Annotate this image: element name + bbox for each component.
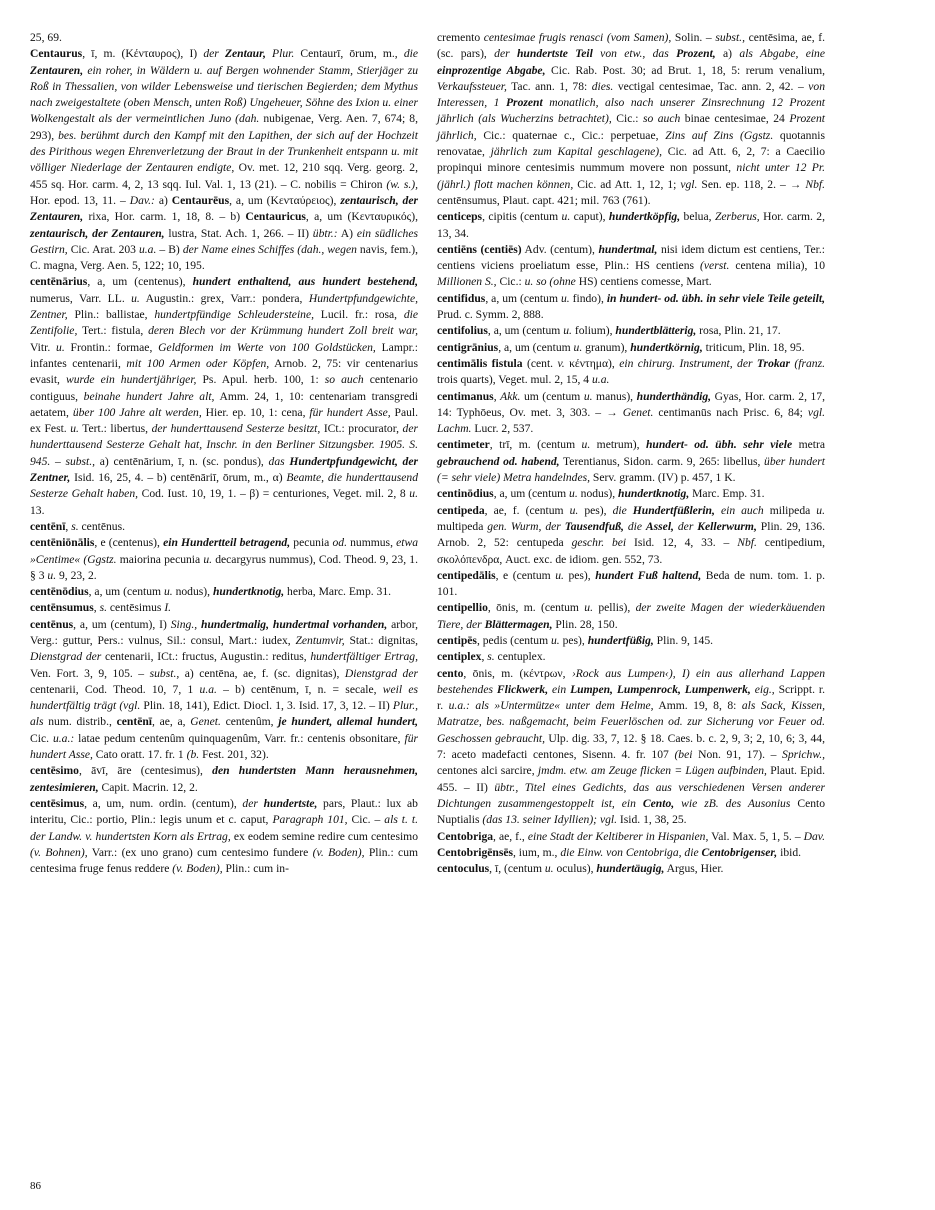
dictionary-entry: centinōdius, a, um (centum u. nodus), hundertknotig, Marc. Emp. 31. — [437, 487, 765, 501]
dictionary-entry: 25, 69. — [30, 31, 62, 44]
page-number: 86 — [30, 1180, 41, 1192]
dictionary-entry: centēniōnālis, e (centenus), ein Hundertteil betragend, pecunia od. nummus, etwa »Centime« (Ggstz. maiorina pecunia u. decargyrus nummus), Cod. Theod. 9, 23, 1. § 3 u. 9, 23, 2. — [30, 536, 419, 582]
dictionary-entry: centēnōdius, a, um (centum u. nodus), hundertknotig, herba, Marc. Emp. 31. — [30, 585, 392, 599]
dictionary-entry: centimālis fistula (cent. v. κέντημα), ein chirurg. Instrument, der Trokar (franz. trois quarts), Veget. mul. 2, 15, 4 u.a. — [437, 356, 826, 387]
dictionary-entry: cento, ōnis, m. (κέντρων, ›Rock aus Lumpen‹), I) ein aus allerhand Lappen bestehendes Flickwerk, ein Lumpen, Lumpenrock, Lumpenwerk, eig., Scrippt. r. r. u.a.: als »Untermütze« unter dem Helme, Amm. 19, 8, 8: als Sack, Kissen, Matratze, bes. naßgemacht, beim Feuerlöschen od. zur Sicherung vor Feuer od. Geschossen gebraucht, Ulp. dig. 33, 7, 12. § 18. Caes. b. c. 2, 9, 3; 2, 10, 6; 3, 44, 7: aceto madefacti centones, Sisenn. 4. fr. 107 (bei Non. 91, 17). – Sprichw., centones alci sarcire, jmdm. etw. am Zeuge flicken = Lügen aufbinden, Plaut. Epid. 455. – II) übtr., Titel eines Gedichts, das aus verschiedenen Versen anderer Dichtungen zusammengestoppelt ist, ein Cento, wie zB. des Ausonius Cento Nuptialis (das 13. seiner Idyllien); vgl. Isid. 1, 38, 25. — [437, 666, 826, 827]
dictionary-entry: centipēs, pedis (centum u. pes), hundertfüßig, Plin. 9, 145. — [437, 633, 714, 647]
dictionary-entry: Centaurus, ī, m. (Κένταυρος), I) der Zentaur, Plur. Centaurī, ōrum, m., die Zentauren, ein roher, in Wäldern u. auf Bergen wohnender Stamm, Stierjäger zu Roß in Thessalien, von wilder Lebensweise und tierischen Begierden; dem Mythus nach zweigestaltete (oben Mensch, unten Roß) Ungeheuer, Söhne des Ixion u. einer Wolkengestalt als der vermeintlichen Juno (dah. nubigenae, Verg. Aen. 7, 674; 8, 293), bes. berühmt durch den Kampf mit den Lapithen, der sich auf der Hochzeit des Pirithous wegen Ehrenverletzung der Braut in der Trunkenheit entspann u. mit völliger Niederlage der Zentauren endigte, Ov. met. 12, 210 sqq. Verg. georg. 2, 455 sq. Hor. carm. 4, 2, 13 sqq. Iul. Val. 1, 13 (21). – C. nobilis = Chiron (w. s.), Hor. epod. 13, 11. – Dav.: a) Centaurēus, a, um (Κενταύρειος), zentaurisch, der Zentauren, rixa, Hor. carm. 1, 18, 8. – b) Centauricus, a, um (Κενταυρικός), zentaurisch, der Zentauren, lustra, Stat. Ach. 1, 266. – II) übtr.: A) ein südliches Gestirn, Cic. Arat. 203 u.a. – B) der Name eines Schiffes (dah., wegen navis, fem.), C. magna, Verg. Aen. 5, 122; 10, 195. — [30, 47, 419, 273]
dictionary-entry: centēnsumus, s. centēsimus I. — [30, 601, 172, 615]
dictionary-entry: centimanus, Akk. um (centum u. manus), hunderthändig, Gyas, Hor. carm. 2, 17, 14: Typhōeus, Ov. met. 3, 303. – → Genet. centimanūs nach Prisc. 6, 84; vgl. Lachm. Lucr. 2, 537. — [437, 389, 826, 436]
dictionary-entry: cremento centesimae frugis renasci (vom Samen), Solin. – subst., centēsima, ae, f. (sc. pars), der hundertste Teil von etw., das Prozent, a) als Abgabe, eine einprozentige Abgabe, Cic. Rab. Post. 30; ad Brut. 1, 18, 5: rerum venalium, Verkaufssteuer, Tac. ann. 1, 78: dies. vectigal centesimae, Tac. ann. 2, 42. – von Interessen, 1 Prozent monatlich, also nach unserer Zinsrechnung 12 Prozent jährlich (als Wucherzins betrachtet), Cic.: so auch binae centesimae, 24 Prozent jährlich, Cic.: quaternae c., Cic.: perpetuae, Zins auf Zins (Ggstz. quotannis renovatae, jährlich zum Kapital geschlagene), Cic. ad Att. 6, 2, 7: a Caecilio propinqui minore centesimis nummum movere non possunt, nicht unter 12 Pr. (jährl.) flott machen können, Cic. ad Att. 1, 12, 1; vgl. Sen. ep. 118, 2. – → Nbf. centēnsumus, Plaut. capt. 421; mil. 763 (761). — [437, 31, 826, 207]
dictionary-entry: centigrānius, a, um (centum u. granum), hundertkörnig, triticum, Plin. 18, 95. — [437, 340, 805, 354]
dictionary-entry: centēnus, a, um (centum), I) Sing., hundertmalig, hundertmal vorhanden, arbor, Verg.: guttur, Pers.: vulnus, Sil.: consul, Mart.: iudex, Zentumvir, Stat.: dignitas, Dienstgrad der centenarii, ICt.: fructus, Augustin.: reditus, hundertfältiger Ertrag, Ven. Fort. 3, 9, 105. – subst., a) centēna, ae, f. (sc. dignitas), Dienstgrad der centenarii, Cod. Theod. 10, 7, 1 u.a. – b) centēnum, ī, n. = secale, weil es hundertfältig trägt (vgl. Plin. 18, 141), Edict. Diocl. 1, 3. Isid. 17, 3, 12. – II) Plur., als num. distrib., centēnī, ae, a, Genet. centenûm, je hundert, allemal hundert, Cic. u.a.: latae pedum centenûm quinquagenûm, Varr. fr.: centenis obsonitare, für hundert Asse, Cato oratt. 17. fr. 1 (b. Fest. 201, 32). — [30, 617, 419, 762]
dictionary-entry: centipedālis, e (centum u. pes), hundert Fuß haltend, Beda de num. tom. 1. p. 101. — [437, 568, 825, 599]
dictionary-entry: centēsimus, a, um, num. ordin. (centum), der hundertste, pars, Plaut.: lux ab interitu, Cic.: portio, Plin.: legis unum et c. caput, Paragraph 101, Cic. – als t. t. der Landw. v. hundertsten Korn als Ertrag, ex eodem semine redire cum centesimo (v. Bohnen), Varr.: (ex uno grano) cum centesimo fundere (v. Boden), Plin.: cum centesima fruge fenus reddere (v. Boden), Plin.: cum in- — [30, 796, 419, 876]
dictionary-entry: centifolius, a, um (centum u. folium), hundertblätterig, rosa, Plin. 21, 17. — [437, 324, 781, 338]
dictionary-entry: centēnārius, a, um (centenus), hundert enthaltend, aus hundert bestehend, numerus, Varr. LL. u. Augustin.: grex, Varr.: pondera, Hundertpfundgewichte, Zentner, Plin.: ballistae, hundertpfündige Schleudersteine, Lucil. fr.: rosa, die Zentifolie, Tert.: fistula, deren Blech vor der Krümmung hundert Zoll breit war, Vitr. u. Frontin.: formae, Geldformen im Werte von 100 Goldstücken, Lampr.: infantes centenarii, mit 100 Armen oder Köpfen, Arnob. 2, 75: vir centenarius evasit, wurde ein hundertjähriger, Ps. Apul. herb. 100, 1: so auch centenario contiguus, beinahe hundert Jahre alt, Amm. 24, 1, 10: centenariam transgredi aetatem, über 100 Jahre alt werden, Hier. ep. 10, 1: cena, für hundert Asse, Paul. ex Fest. u. Tert.: libertus, der hunderttausend Sesterze besitzt, ICt.: procurator, der hunderttausend Sesterze Gehalt hat, Inschr. in den Berliner Sitzungsber. 1905. S. 945. – subst., a) centēnārium, ī, n. (sc. pondus), das Hundertpfundgewicht, der Zentner, Isid. 16, 25, 4. – b) centēnāriī, ōrum, m., α) Beamte, die hunderttausend Sesterze Gehalt haben, Cod. Iust. 10, 19, 1. – β) = centuriones, Veget. mil. 2, 8 u. 13. — [30, 275, 419, 517]
dictionary-entry: centipellio, ōnis, m. (centum u. pellis), der zweite Magen der wiederkäuenden Tiere, der Blättermagen, Plin. 28, 150. — [437, 601, 825, 631]
dictionary-entry: centiceps, cipitis (centum u. caput), hundertköpfig, belua, Zerberus, Hor. carm. 2, 13, 34. — [437, 210, 825, 240]
dictionary-entry: centifidus, a, um (centum u. findo), in hundert- od. übh. in sehr viele Teile geteilt, Prud. c. Symm. 2, 888. — [437, 291, 825, 322]
left-column — [30, 30, 418, 877]
dictionary-entry: centiplex, s. centuplex. — [437, 650, 546, 664]
dictionary-entry: centipeda, ae, f. (centum u. pes), die Hundertfüßlerin, ein auch milipeda u. multipeda gen. Wurm, der Tausendfuß, die Assel, der Kellerwurm, Plin. 29, 136. Arnob. 2, 52: centupeda geschr. bei Isid. 12, 4, 33. – Nbf. centipedium, σκολόπενδρα, Auct. exc. de idiom. gen. 552, 73. — [437, 503, 825, 566]
dictionary-entry: centiēns (centiēs) Adv. (centum), hundertmal, nisi idem dictum est centiens, Ter.: centiens viciens proeliatum esse, Plin.: HS centiens (verst. centena milia), 10 Millionen S., Cic.: u. so (ohne HS) centiens comesse, Mart. — [437, 242, 825, 289]
dictionary-entry: Centobriga, ae, f., eine Stadt der Keltiberer in Hispanien, Val. Max. 5, 1, 5. – Dav. Centobrigēnsēs, ium, m., die Einw. von Centobriga, die Centobrigenser, ibid. — [437, 829, 825, 859]
dictionary-entry: centimeter, trī, m. (centum u. metrum), hundert- od. übh. sehr viele metra gebrauchend od. habend, Terentianus, Sidon. carm. 9, 265: libellus, über hundert (= sehr viele) Metra handelndes, Serv. gramm. (IV) p. 457, 1 K. — [437, 438, 826, 485]
dictionary-entry: centēsimo, āvī, āre (centesimus), den hundertsten Mann herausnehmen, zentesimieren, Capit. Macrin. 12, 2. — [30, 764, 418, 794]
dictionary-entry: centēnī, s. centēnus. — [30, 519, 125, 533]
dictionary-entry: centoculus, ī, (centum u. oculus), hundertäugig, Argus, Hier. — [437, 862, 724, 876]
right-column — [437, 30, 825, 877]
